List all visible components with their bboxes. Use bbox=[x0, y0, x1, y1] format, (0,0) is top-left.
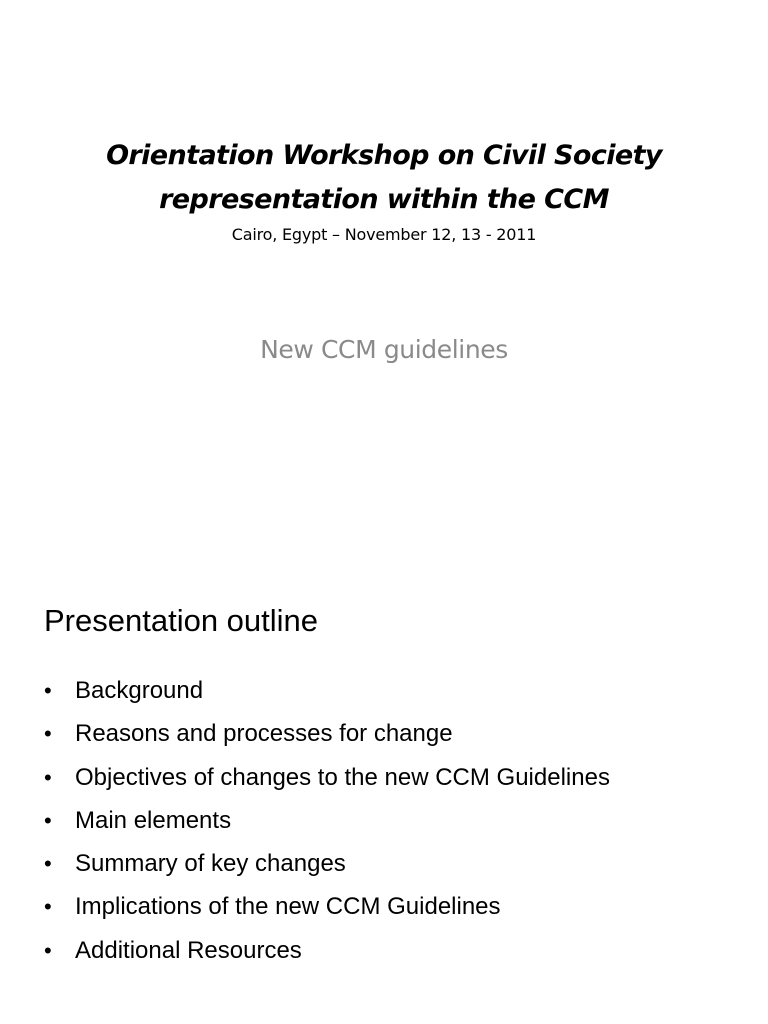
list-item-text: Reasons and processes for change bbox=[75, 720, 453, 748]
slide-subtitle: New CCM guidelines bbox=[260, 335, 508, 364]
slide-title-line-2: representation within the CCM bbox=[159, 184, 609, 215]
list-item-text: Summary of key changes bbox=[75, 850, 346, 878]
bullet-icon: • bbox=[44, 721, 52, 747]
outline-slide bbox=[0, 512, 768, 1024]
outline-heading: Presentation outline bbox=[44, 603, 319, 638]
bullet-icon: • bbox=[44, 851, 52, 877]
bullet-icon: • bbox=[44, 937, 52, 963]
location-date: Cairo, Egypt – November 12, 13 - 2011 bbox=[231, 225, 537, 244]
slide-title-line-1: Orientation Workshop on Civil Society bbox=[106, 140, 662, 171]
bullet-icon: • bbox=[44, 764, 52, 790]
list-item-text: Objectives of changes to the new CCM Guidelines bbox=[75, 763, 610, 791]
slide-title bbox=[0, 134, 768, 222]
list-item-text: Implications of the new CCM Guidelines bbox=[75, 893, 501, 921]
bullet-icon: • bbox=[44, 678, 52, 703]
bullet-icon: • bbox=[44, 894, 52, 920]
list-item-text: Additional Resources bbox=[75, 936, 302, 964]
list-item-text: Main elements bbox=[75, 806, 232, 834]
bullet-icon: • bbox=[44, 807, 52, 833]
list-item-text: Background bbox=[75, 677, 204, 704]
